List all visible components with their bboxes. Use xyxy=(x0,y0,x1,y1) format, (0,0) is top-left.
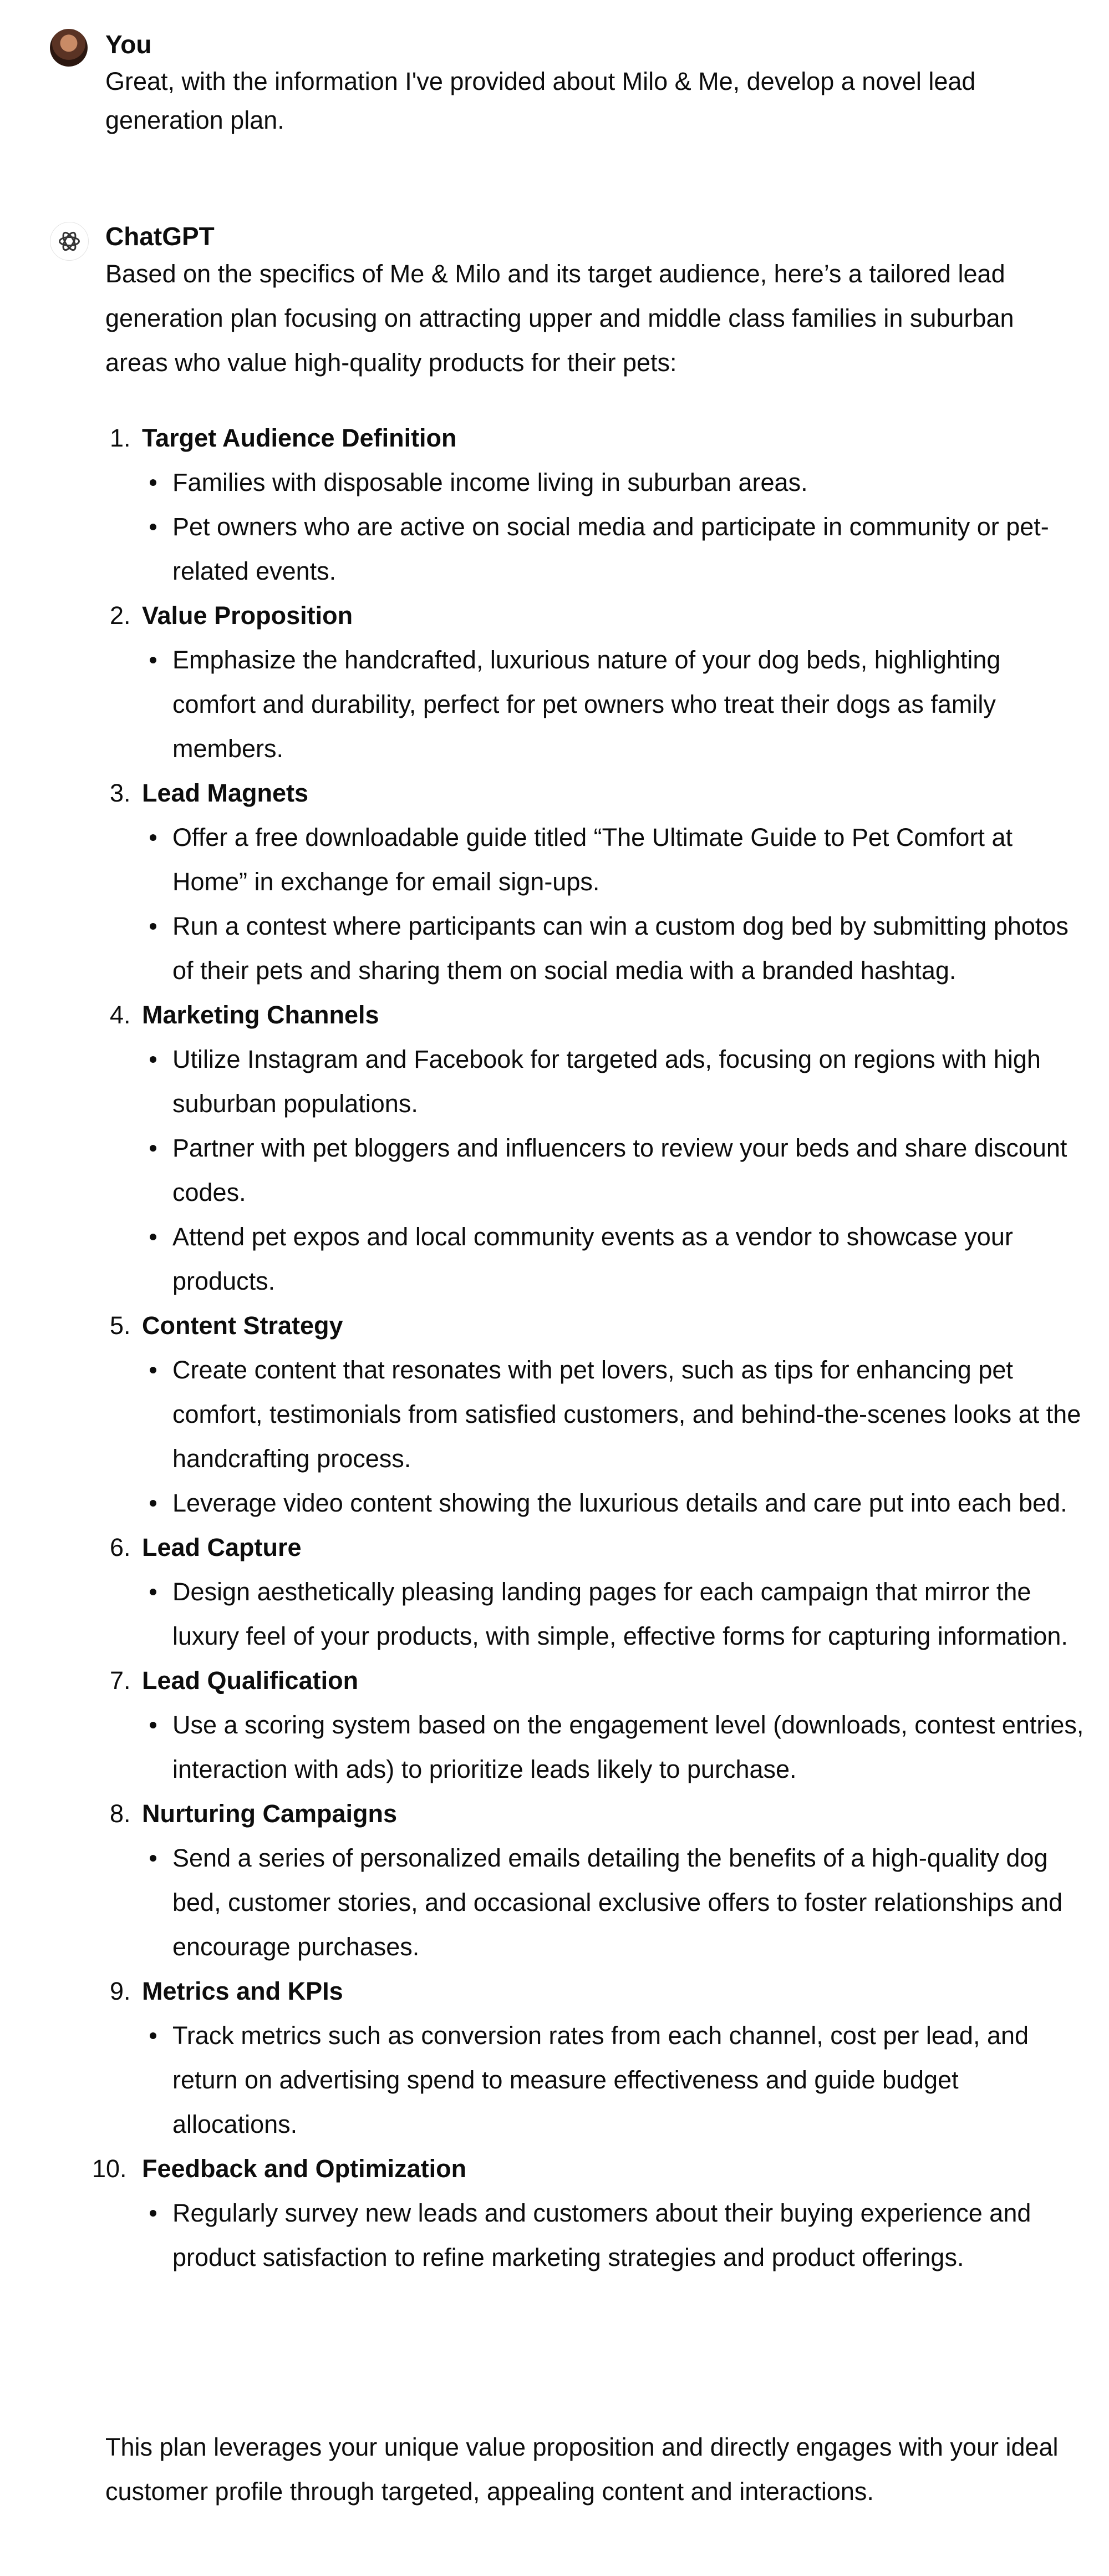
bullet-item: Create content that resonates with pet lovers, such as tips for enhancing pet comfort, testimonials from satisfied customers, and behind-the-scenes looks at the handcrafting process. xyxy=(142,1348,1087,1481)
bullet-item: Track metrics such as conversion rates from each channel, cost per lead, and return on advertising spend to measure effectiveness and guide budget allocations. xyxy=(142,2014,1087,2147)
section-heading: Value Proposition xyxy=(142,601,353,630)
section-heading: Feedback and Optimization xyxy=(142,2154,467,2183)
plan-section xyxy=(105,771,1087,993)
section-bullets xyxy=(142,2191,1087,2280)
bullet-item: Design aesthetically pleasing landing pages for each campaign that mirror the luxury feel of your products, with simple, effective forms for capturing information. xyxy=(142,1570,1087,1659)
user-avatar xyxy=(50,29,88,67)
plan-section xyxy=(105,1659,1087,1792)
section-number: 4. xyxy=(110,1001,131,1029)
section-bullets xyxy=(142,1037,1087,1304)
bullet-item: Offer a free downloadable guide titled “The Ultimate Guide to Pet Comfort at Home” in exchange for email sign-ups. xyxy=(142,815,1087,904)
lead-plan-list xyxy=(92,416,1087,2280)
user-name: You xyxy=(105,30,152,59)
section-heading: Marketing Channels xyxy=(142,1001,379,1029)
bullet-item: Use a scoring system based on the engagement level (downloads, contest entries, interaction with ads) to prioritize leads likely to purchase. xyxy=(142,1703,1087,1792)
section-heading: Lead Qualification xyxy=(142,1666,359,1695)
section-heading: Metrics and KPIs xyxy=(142,1977,343,2005)
plan-section xyxy=(105,1792,1087,1969)
section-bullets xyxy=(142,1836,1087,1969)
plan-section xyxy=(105,1969,1087,2147)
plan-section xyxy=(105,594,1087,771)
section-number: 6. xyxy=(110,1533,131,1561)
section-bullets xyxy=(142,1703,1087,1792)
section-number: 3. xyxy=(110,779,131,807)
assistant-closing: This plan leverages your unique value proposition and directly engages with your ideal customer profile through targeted, appealing content and interactions. xyxy=(105,2433,1059,2506)
section-heading: Lead Magnets xyxy=(142,779,309,807)
plan-section xyxy=(105,416,1087,594)
section-bullets xyxy=(142,2014,1087,2147)
section-bullets xyxy=(142,1570,1087,1659)
section-number: 5. xyxy=(110,1311,131,1340)
bullet-item: Utilize Instagram and Facebook for targeted ads, focusing on regions with high suburban populations. xyxy=(142,1037,1087,1126)
assistant-name: ChatGPT xyxy=(105,222,215,251)
openai-logo-icon xyxy=(50,222,89,261)
section-number: 9. xyxy=(110,1977,131,2005)
section-bullets xyxy=(142,638,1087,771)
section-number: 2. xyxy=(110,601,131,630)
plan-section xyxy=(105,1525,1087,1659)
section-bullets xyxy=(142,1348,1087,1525)
bullet-item: Emphasize the handcrafted, luxurious nature of your dog beds, highlighting comfort and durability, perfect for pet owners who treat their dogs as family members. xyxy=(142,638,1087,771)
plan-section xyxy=(105,993,1087,1304)
section-heading: Lead Capture xyxy=(142,1533,302,1561)
section-bullets xyxy=(142,460,1087,594)
section-number: 1. xyxy=(110,424,131,452)
bullet-item: Pet owners who are active on social media and participate in community or pet-related events. xyxy=(142,505,1087,594)
bullet-item: Run a contest where participants can win a custom dog bed by submitting photos of their pets and sharing them on social media with a branded hashtag. xyxy=(142,904,1087,993)
bullet-item: Attend pet expos and local community events as a vendor to showcase your products. xyxy=(142,1215,1087,1304)
plan-section xyxy=(105,1304,1087,1525)
section-heading: Nurturing Campaigns xyxy=(142,1799,398,1828)
bullet-item: Families with disposable income living in suburban areas. xyxy=(142,460,1087,505)
section-heading: Target Audience Definition xyxy=(142,424,457,452)
section-bullets xyxy=(142,815,1087,993)
section-number: 10. xyxy=(92,2154,127,2183)
plan-section xyxy=(92,2147,1087,2280)
bullet-item: Regularly survey new leads and customers about their buying experience and product satisfaction to refine marketing strategies and product offerings. xyxy=(142,2191,1087,2280)
bullet-item: Partner with pet bloggers and influencers to review your beds and share discount codes. xyxy=(142,1126,1087,1215)
section-number: 7. xyxy=(110,1666,131,1695)
bullet-item: Send a series of personalized emails detailing the benefits of a high-quality dog bed, customer stories, and occasional exclusive offers to foster relationships and encourage purchases. xyxy=(142,1836,1087,1969)
section-heading: Content Strategy xyxy=(142,1311,343,1340)
bullet-item: Leverage video content showing the luxurious details and care put into each bed. xyxy=(142,1481,1087,1525)
section-number: 8. xyxy=(110,1799,131,1828)
assistant-intro: Based on the specifics of Me & Milo and its target audience, here’s a tailored lead generation plan focusing on attracting upper and middle class families in suburban areas who value high-quality products for their pets: xyxy=(105,260,1014,377)
user-message-text: Great, with the information I've provided about Milo & Me, develop a novel lead generation plan. xyxy=(105,67,976,134)
